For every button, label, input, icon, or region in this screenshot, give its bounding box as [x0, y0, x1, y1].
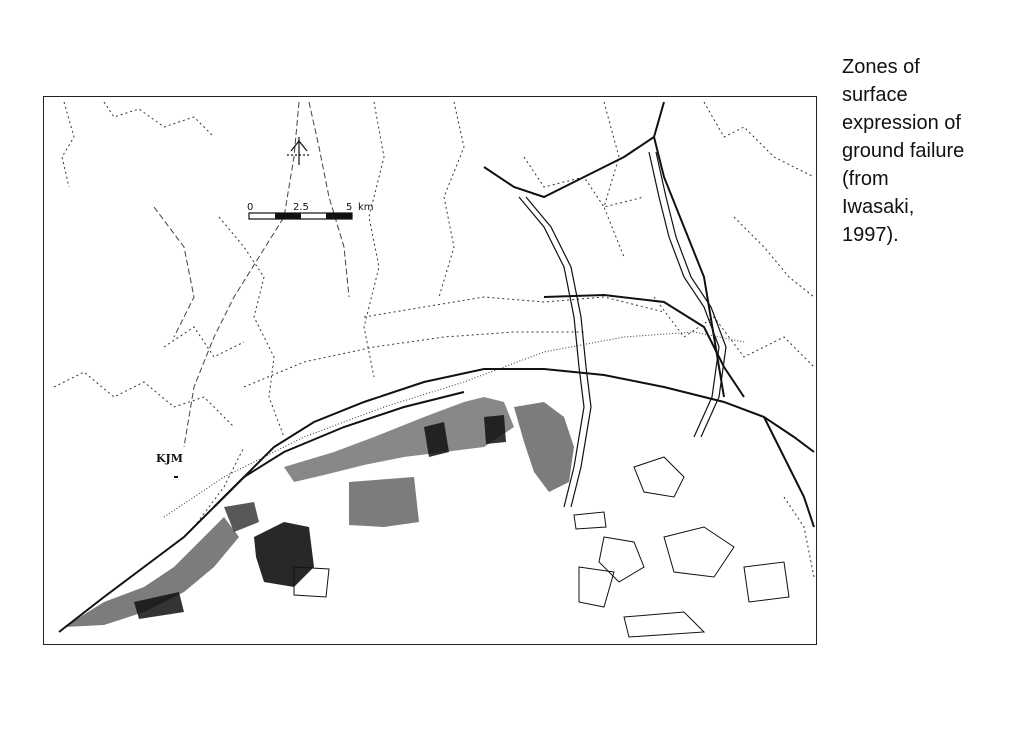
caption-line: 1997).: [842, 224, 899, 246]
place-label-kjm: KJM: [156, 452, 183, 465]
caption-line: expression of: [842, 112, 961, 134]
caption-line: (from: [842, 168, 889, 190]
caption-line: Zones of: [842, 56, 920, 78]
caption-line: ground failure: [842, 140, 965, 162]
terrain-lines: [154, 102, 349, 447]
boundary-lines: [54, 102, 814, 577]
caption-line: surface: [842, 84, 908, 106]
scale-label-end: 5: [346, 202, 353, 213]
figure-caption: [842, 53, 1002, 249]
scale-bar: [247, 202, 374, 219]
scale-label-unit: km: [358, 202, 374, 213]
roads: [59, 102, 814, 632]
map-canvas: [44, 97, 817, 645]
scale-label-mid: 2.5: [293, 202, 309, 213]
map-frame: [43, 96, 817, 645]
caption-line: Iwasaki,: [842, 196, 915, 218]
scale-label-start: 0: [247, 202, 254, 213]
north-arrow-icon: [287, 137, 311, 165]
